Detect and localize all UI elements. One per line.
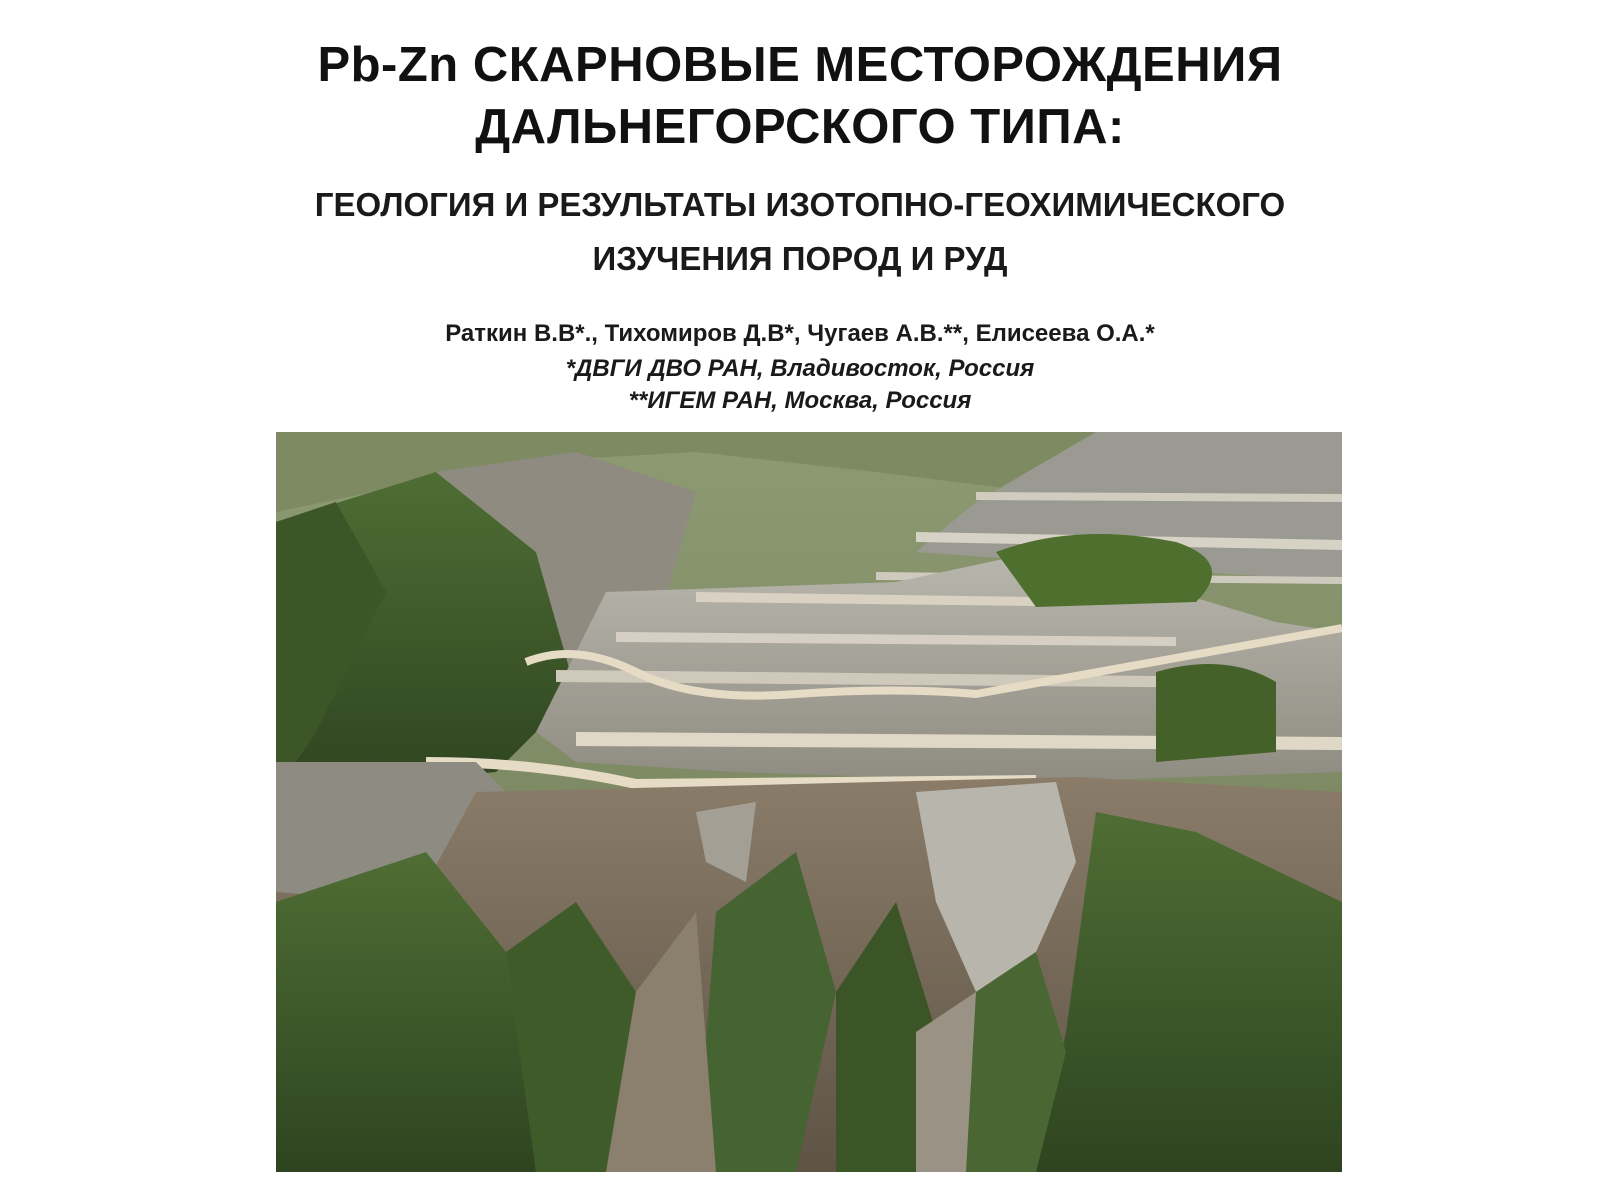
mine-illustration: [276, 432, 1342, 1172]
subtitle-line-1: ГЕОЛОГИЯ И РЕЗУЛЬТАТЫ ИЗОТОПНО-ГЕОХИМИЧЕСКОГО: [314, 186, 1286, 223]
subtitle: [0, 178, 1600, 286]
affiliation-2: **ИГЕМ РАН, Москва, Россия: [628, 387, 972, 414]
subtitle-line-2: ИЗУЧЕНИЯ ПОРОД И РУД: [592, 240, 1008, 277]
authors-line: Раткин В.В*., Тихомиров Д.В*, Чугаев А.В.**, Елисеева О.А.*: [445, 320, 1155, 347]
affiliation-1: *ДВГИ ДВО РАН, Владивосток, Россия: [565, 355, 1035, 382]
main-title: [0, 34, 1600, 158]
main-title-line-2: ДАЛЬНЕГОРСКОГО ТИПА:: [475, 100, 1125, 154]
open-pit-mine-photo: [276, 432, 1342, 1172]
main-title-line-1: Pb-Zn СКАРНОВЫЕ МЕСТОРОЖДЕНИЯ: [317, 38, 1283, 92]
